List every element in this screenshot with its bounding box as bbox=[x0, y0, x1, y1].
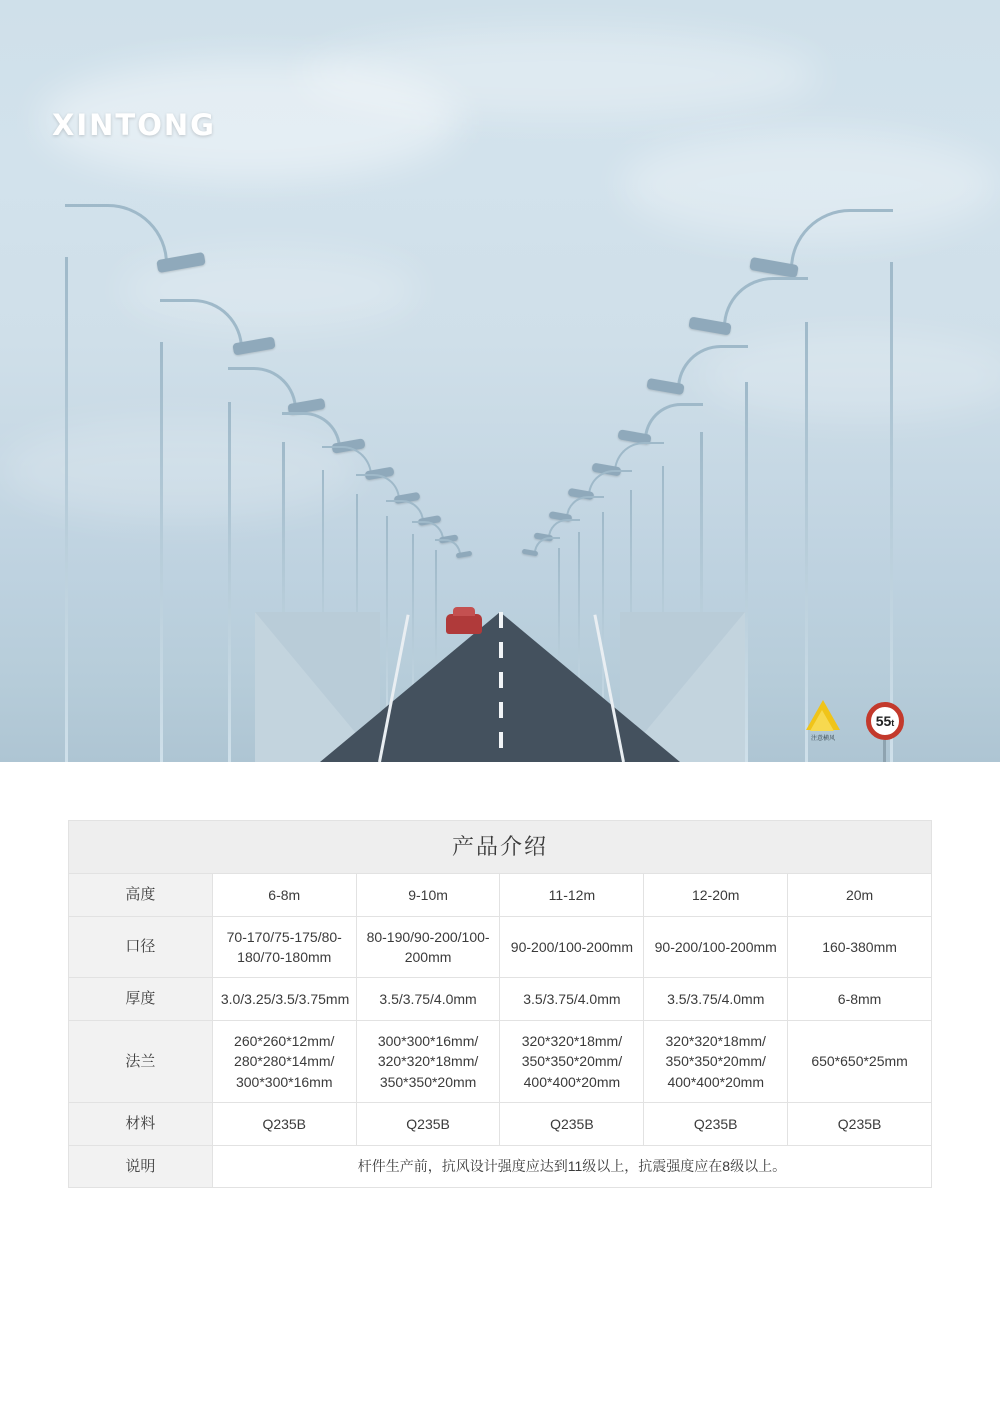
cell-flange-3: 320*320*18mm/ 350*350*20mm/ 400*400*20mm bbox=[500, 1020, 644, 1102]
cell-material-5: Q235B bbox=[788, 1102, 932, 1145]
row-label-height: 高度 bbox=[69, 873, 213, 916]
row-label-thickness: 厚度 bbox=[69, 978, 213, 1021]
cell-height-4: 12-20m bbox=[644, 873, 788, 916]
table-row bbox=[69, 1020, 932, 1102]
cell-diameter-4: 90-200/100-200mm bbox=[644, 916, 788, 978]
cloud-decoration bbox=[300, 30, 820, 120]
cell-diameter-5: 160-380mm bbox=[788, 916, 932, 978]
car bbox=[446, 614, 482, 634]
row-label-flange: 法兰 bbox=[69, 1020, 213, 1102]
cell-material-3: Q235B bbox=[500, 1102, 644, 1145]
table-row bbox=[69, 1102, 932, 1145]
cell-flange-2: 300*300*16mm/ 320*320*18mm/ 350*350*20mm bbox=[356, 1020, 500, 1102]
cell-height-2: 9-10m bbox=[356, 873, 500, 916]
cell-thickness-4: 3.5/3.75/4.0mm bbox=[644, 978, 788, 1021]
cell-height-5: 20m bbox=[788, 873, 932, 916]
table-row bbox=[69, 916, 932, 978]
cell-material-1: Q235B bbox=[212, 1102, 356, 1145]
table-row bbox=[69, 1145, 932, 1188]
cell-thickness-3: 3.5/3.75/4.0mm bbox=[500, 978, 644, 1021]
bridge-deck bbox=[0, 602, 1000, 762]
speed-limit-sign-icon bbox=[866, 702, 904, 740]
row-label-material: 材料 bbox=[69, 1102, 213, 1145]
cell-material-4: Q235B bbox=[644, 1102, 788, 1145]
sign-pole bbox=[883, 740, 886, 762]
product-spec-table bbox=[68, 820, 932, 1188]
cell-thickness-2: 3.5/3.75/4.0mm bbox=[356, 978, 500, 1021]
cell-thickness-5: 6-8mm bbox=[788, 978, 932, 1021]
cell-flange-5: 650*650*25mm bbox=[788, 1020, 932, 1102]
table-row bbox=[69, 873, 932, 916]
table-row bbox=[69, 978, 932, 1021]
row-label-note: 说明 bbox=[69, 1145, 213, 1188]
brand-logo: XINTONG bbox=[52, 108, 216, 142]
row-label-diameter: 口径 bbox=[69, 916, 213, 978]
product-spec-table-wrapper bbox=[68, 820, 932, 1188]
road-center-dashed-line bbox=[499, 612, 503, 762]
cell-height-1: 6-8m bbox=[212, 873, 356, 916]
cell-diameter-1: 70-170/75-175/80-180/70-180mm bbox=[212, 916, 356, 978]
table-title: 产品介绍 bbox=[69, 821, 932, 874]
table-title-row bbox=[69, 821, 932, 874]
cell-height-3: 11-12m bbox=[500, 873, 644, 916]
cell-flange-4: 320*320*18mm/ 350*350*20mm/ 400*400*20mm bbox=[644, 1020, 788, 1102]
cell-material-2: Q235B bbox=[356, 1102, 500, 1145]
cell-thickness-1: 3.0/3.25/3.5/3.75mm bbox=[212, 978, 356, 1021]
warning-sign-label: 注意横风 bbox=[810, 736, 835, 742]
cell-note: 杆件生产前，抗风设计强度应达到11级以上，抗震强度应在8级以上。 bbox=[212, 1145, 931, 1188]
speed-limit-value: 55 bbox=[875, 713, 892, 729]
cell-flange-1: 260*260*12mm/ 280*280*14mm/ 300*300*16mm bbox=[212, 1020, 356, 1102]
speed-limit-unit: t bbox=[891, 718, 895, 728]
warning-sign-inner-icon bbox=[810, 710, 834, 731]
cell-diameter-2: 80-190/90-200/100-200mm bbox=[356, 916, 500, 978]
cell-diameter-3: 90-200/100-200mm bbox=[500, 916, 644, 978]
